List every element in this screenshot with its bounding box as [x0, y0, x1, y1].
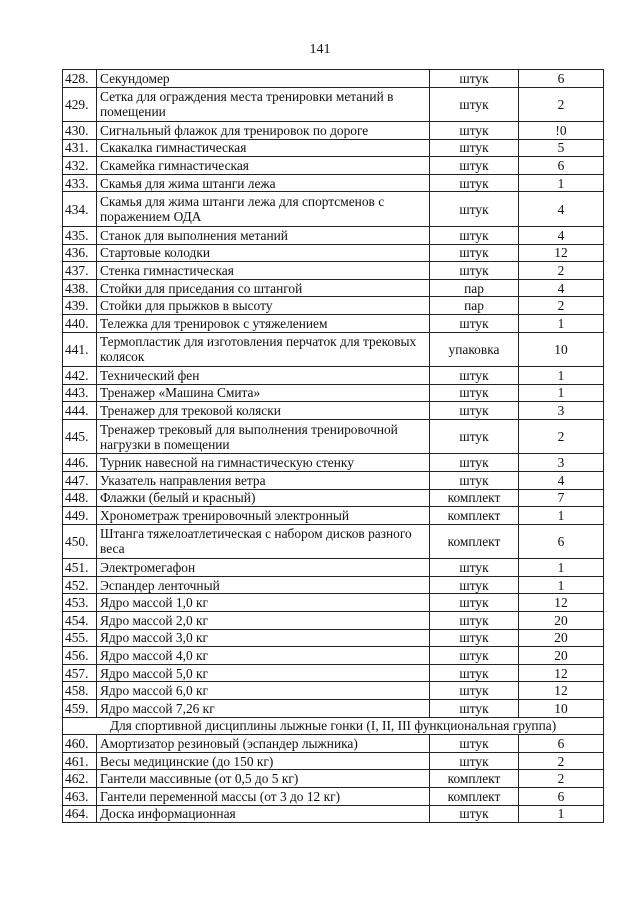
item-name: Скамейка гимнастическая — [97, 157, 430, 175]
item-unit: штук — [430, 402, 519, 420]
item-name: Указатель направления ветра — [97, 471, 430, 489]
item-name: Ядро массой 6,0 кг — [97, 682, 430, 700]
table-row — [63, 314, 604, 332]
item-unit: комплект — [430, 787, 519, 805]
table-row — [63, 367, 604, 385]
section-header-row — [63, 717, 604, 735]
item-quantity: 12 — [519, 594, 604, 612]
item-unit: штук — [430, 122, 519, 140]
item-name: Ядро массой 2,0 кг — [97, 611, 430, 629]
item-name: Сигнальный флажок для тренировок по дороге — [97, 122, 430, 140]
table-row — [63, 262, 604, 280]
item-name: Хронометраж тренировочный электронный — [97, 507, 430, 525]
row-number: 434. — [63, 192, 97, 227]
item-name: Ядро массой 5,0 кг — [97, 664, 430, 682]
item-name: Скакалка гимнастическая — [97, 139, 430, 157]
item-name: Флажки (белый и красный) — [97, 489, 430, 507]
item-unit: штук — [430, 805, 519, 823]
row-number: 464. — [63, 805, 97, 823]
row-number: 444. — [63, 402, 97, 420]
row-number: 440. — [63, 314, 97, 332]
item-name: Стенка гимнастическая — [97, 262, 430, 280]
item-name: Тележка для тренировок с утяжелением — [97, 314, 430, 332]
item-quantity: 1 — [519, 314, 604, 332]
table-row — [63, 770, 604, 788]
equipment-table-body — [63, 70, 604, 823]
item-quantity: !0 — [519, 122, 604, 140]
row-number: 438. — [63, 279, 97, 297]
item-quantity: 2 — [519, 87, 604, 122]
item-quantity: 3 — [519, 454, 604, 472]
table-row — [63, 699, 604, 717]
item-quantity: 12 — [519, 682, 604, 700]
item-name: Тренажер для трековой коляски — [97, 402, 430, 420]
table-row — [63, 332, 604, 367]
row-number: 454. — [63, 611, 97, 629]
table-row — [63, 384, 604, 402]
item-name: Электромегафон — [97, 559, 430, 577]
row-number: 449. — [63, 507, 97, 525]
item-quantity: 20 — [519, 629, 604, 647]
item-name: Секундомер — [97, 70, 430, 88]
item-unit: штук — [430, 471, 519, 489]
item-unit: пар — [430, 279, 519, 297]
item-quantity: 6 — [519, 70, 604, 88]
item-unit: штук — [430, 752, 519, 770]
item-unit: штук — [430, 174, 519, 192]
equipment-table — [62, 69, 604, 823]
item-quantity: 1 — [519, 384, 604, 402]
item-quantity: 1 — [519, 559, 604, 577]
item-quantity: 1 — [519, 367, 604, 385]
row-number: 436. — [63, 244, 97, 262]
row-number: 443. — [63, 384, 97, 402]
item-unit: штук — [430, 454, 519, 472]
section-header: Для спортивной дисциплины лыжные гонки (I, II, III функциональная группа) — [63, 717, 604, 735]
row-number: 439. — [63, 297, 97, 315]
table-row — [63, 682, 604, 700]
item-name: Ядро массой 3,0 кг — [97, 629, 430, 647]
table-row — [63, 226, 604, 244]
row-number: 431. — [63, 139, 97, 157]
table-row — [63, 489, 604, 507]
item-unit: штук — [430, 611, 519, 629]
row-number: 437. — [63, 262, 97, 280]
item-quantity: 6 — [519, 735, 604, 753]
item-name: Станок для выполнения метаний — [97, 226, 430, 244]
table-row — [63, 70, 604, 88]
table-row — [63, 664, 604, 682]
item-quantity: 3 — [519, 402, 604, 420]
item-name: Гантели переменной массы (от 3 до 12 кг) — [97, 787, 430, 805]
item-unit: штук — [430, 367, 519, 385]
item-unit: штук — [430, 664, 519, 682]
table-row — [63, 297, 604, 315]
row-number: 432. — [63, 157, 97, 175]
table-row — [63, 735, 604, 753]
item-unit: штук — [430, 735, 519, 753]
item-unit: комплект — [430, 489, 519, 507]
item-name: Ядро массой 4,0 кг — [97, 647, 430, 665]
row-number: 450. — [63, 524, 97, 559]
row-number: 457. — [63, 664, 97, 682]
item-quantity: 2 — [519, 297, 604, 315]
item-unit: штук — [430, 559, 519, 577]
item-unit: штук — [430, 262, 519, 280]
item-name: Штанга тяжелоатлетическая с набором дисков разного веса — [97, 524, 430, 559]
item-unit: штук — [430, 384, 519, 402]
item-unit: штук — [430, 157, 519, 175]
item-name: Амортизатор резиновый (эспандер лыжника) — [97, 735, 430, 753]
item-unit: штук — [430, 244, 519, 262]
item-quantity: 1 — [519, 805, 604, 823]
row-number: 459. — [63, 699, 97, 717]
row-number: 428. — [63, 70, 97, 88]
item-quantity: 4 — [519, 279, 604, 297]
item-name: Эспандер ленточный — [97, 576, 430, 594]
table-row — [63, 647, 604, 665]
item-quantity: 1 — [519, 576, 604, 594]
row-number: 447. — [63, 471, 97, 489]
item-quantity: 2 — [519, 752, 604, 770]
row-number: 446. — [63, 454, 97, 472]
table-row — [63, 174, 604, 192]
table-row — [63, 752, 604, 770]
item-quantity: 2 — [519, 419, 604, 454]
item-quantity: 10 — [519, 332, 604, 367]
table-row — [63, 402, 604, 420]
table-row — [63, 279, 604, 297]
item-unit: штук — [430, 647, 519, 665]
item-unit: штук — [430, 629, 519, 647]
item-name: Турник навесной на гимнастическую стенку — [97, 454, 430, 472]
item-unit: комплект — [430, 507, 519, 525]
table-row — [63, 629, 604, 647]
row-number: 460. — [63, 735, 97, 753]
row-number: 445. — [63, 419, 97, 454]
row-number: 429. — [63, 87, 97, 122]
item-quantity: 6 — [519, 787, 604, 805]
item-name: Стойки для прыжков в высоту — [97, 297, 430, 315]
table-row — [63, 611, 604, 629]
item-unit: штук — [430, 192, 519, 227]
row-number: 442. — [63, 367, 97, 385]
item-quantity: 1 — [519, 174, 604, 192]
table-row — [63, 594, 604, 612]
table-row — [63, 471, 604, 489]
table-row — [63, 559, 604, 577]
row-number: 458. — [63, 682, 97, 700]
item-unit: штук — [430, 87, 519, 122]
item-quantity: 4 — [519, 192, 604, 227]
item-name: Сетка для ограждения места тренировки метаний в помещении — [97, 87, 430, 122]
item-quantity: 20 — [519, 611, 604, 629]
row-number: 435. — [63, 226, 97, 244]
item-quantity: 1 — [519, 507, 604, 525]
item-quantity: 12 — [519, 664, 604, 682]
item-unit: штук — [430, 419, 519, 454]
row-number: 452. — [63, 576, 97, 594]
table-row — [63, 139, 604, 157]
item-quantity: 4 — [519, 226, 604, 244]
item-quantity: 5 — [519, 139, 604, 157]
item-quantity: 4 — [519, 471, 604, 489]
item-unit: пар — [430, 297, 519, 315]
item-quantity: 20 — [519, 647, 604, 665]
item-name: Тренажер «Машина Смита» — [97, 384, 430, 402]
page-number: 141 — [309, 42, 331, 57]
item-name: Ядро массой 1,0 кг — [97, 594, 430, 612]
table-row — [63, 87, 604, 122]
item-unit: штук — [430, 594, 519, 612]
row-number: 433. — [63, 174, 97, 192]
row-number: 441. — [63, 332, 97, 367]
table-row — [63, 787, 604, 805]
row-number: 456. — [63, 647, 97, 665]
item-unit: штук — [430, 699, 519, 717]
item-quantity: 10 — [519, 699, 604, 717]
item-name: Доска информационная — [97, 805, 430, 823]
item-name: Скамья для жима штанги лежа для спортсменов с поражением ОДА — [97, 192, 430, 227]
table-row — [63, 419, 604, 454]
item-name: Ядро массой 7,26 кг — [97, 699, 430, 717]
item-quantity: 6 — [519, 157, 604, 175]
table-row — [63, 244, 604, 262]
row-number: 448. — [63, 489, 97, 507]
row-number: 453. — [63, 594, 97, 612]
table-row — [63, 192, 604, 227]
item-name: Стойки для приседания со штангой — [97, 279, 430, 297]
table-row — [63, 805, 604, 823]
item-quantity: 2 — [519, 262, 604, 280]
table-row — [63, 507, 604, 525]
row-number: 463. — [63, 787, 97, 805]
item-quantity: 7 — [519, 489, 604, 507]
item-name: Весы медицинские (до 150 кг) — [97, 752, 430, 770]
table-row — [63, 122, 604, 140]
item-unit: комплект — [430, 524, 519, 559]
item-unit: штук — [430, 576, 519, 594]
item-unit: штук — [430, 682, 519, 700]
item-unit: штук — [430, 314, 519, 332]
item-unit: штук — [430, 139, 519, 157]
item-quantity: 6 — [519, 524, 604, 559]
item-name: Гантели массивные (от 0,5 до 5 кг) — [97, 770, 430, 788]
table-row — [63, 157, 604, 175]
row-number: 430. — [63, 122, 97, 140]
item-unit: комплект — [430, 770, 519, 788]
item-quantity: 2 — [519, 770, 604, 788]
item-unit: штук — [430, 226, 519, 244]
item-quantity: 12 — [519, 244, 604, 262]
item-name: Термопластик для изготовления перчаток для трековых колясок — [97, 332, 430, 367]
table-row — [63, 576, 604, 594]
item-unit: упаковка — [430, 332, 519, 367]
item-name: Стартовые колодки — [97, 244, 430, 262]
item-name: Тренажер трековый для выполнения тренировочной нагрузки в помещении — [97, 419, 430, 454]
item-name: Технический фен — [97, 367, 430, 385]
row-number: 455. — [63, 629, 97, 647]
row-number: 461. — [63, 752, 97, 770]
table-row — [63, 454, 604, 472]
row-number: 462. — [63, 770, 97, 788]
row-number: 451. — [63, 559, 97, 577]
item-name: Скамья для жима штанги лежа — [97, 174, 430, 192]
item-unit: штук — [430, 70, 519, 88]
table-row — [63, 524, 604, 559]
